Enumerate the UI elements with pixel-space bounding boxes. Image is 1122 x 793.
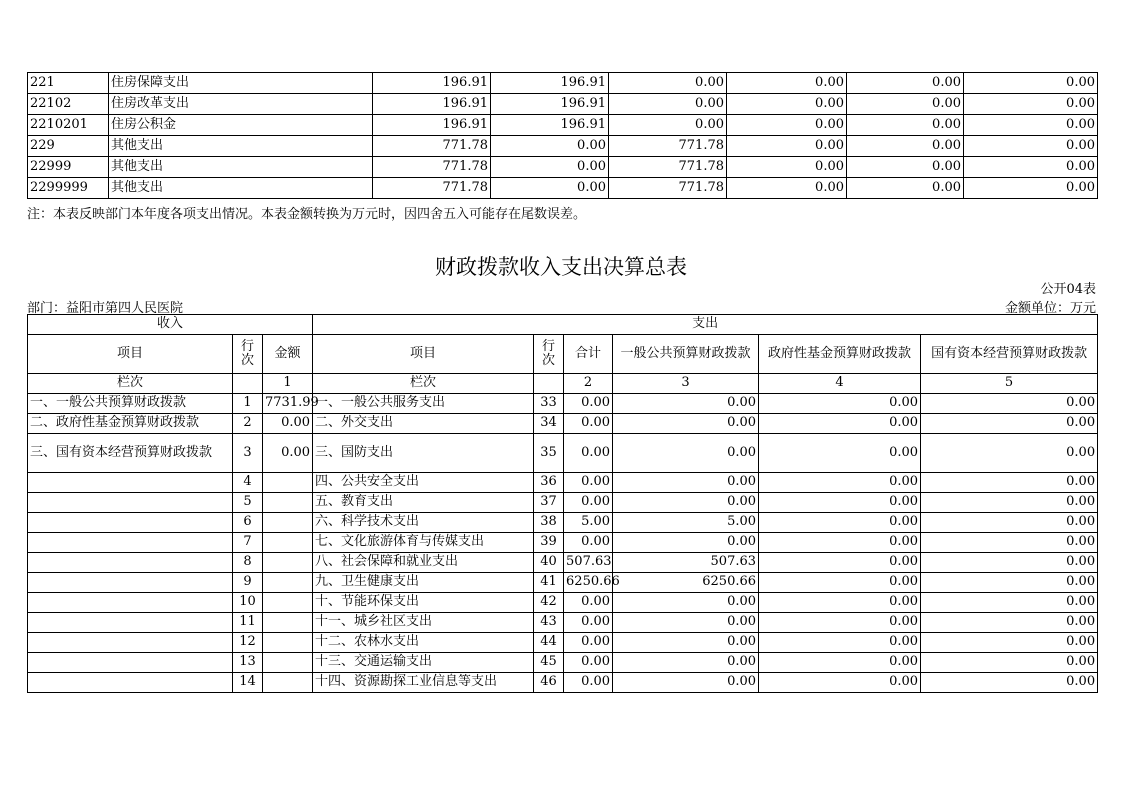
state-capital-amount: 0.00 <box>921 513 1098 533</box>
expense-line: 42 <box>534 593 564 613</box>
government-fund-amount: 0.00 <box>759 553 921 573</box>
income-item <box>28 653 233 673</box>
table-row <box>28 473 1098 493</box>
expense-line: 39 <box>534 533 564 553</box>
government-fund-amount: 0.00 <box>759 394 921 414</box>
income-amount <box>263 673 313 693</box>
expense-total: 507.63 <box>564 553 613 573</box>
expense-total: 5.00 <box>564 513 613 533</box>
expense-detail-table <box>27 72 1098 199</box>
row-code: 22102 <box>28 94 109 115</box>
row-value: 771.78 <box>609 178 727 199</box>
expense-item: 三、国防支出 <box>313 434 534 473</box>
expense-line: 40 <box>534 553 564 573</box>
state-capital-amount: 0.00 <box>921 673 1098 693</box>
row-name: 住房改革支出 <box>109 94 373 115</box>
income-item: 一、一般公共预算财政拨款 <box>28 394 233 414</box>
expense-line: 44 <box>534 633 564 653</box>
income-header: 收入 <box>28 315 313 335</box>
government-fund-amount: 0.00 <box>759 533 921 553</box>
income-item <box>28 573 233 593</box>
index-1: 1 <box>263 374 313 394</box>
general-budget-amount: 0.00 <box>613 593 759 613</box>
row-value: 0.00 <box>491 157 609 178</box>
expense-item: 一、一般公共服务支出 <box>313 394 534 414</box>
income-line: 10 <box>233 593 263 613</box>
total-header: 合计 <box>564 335 613 374</box>
expense-total: 0.00 <box>564 633 613 653</box>
income-line: 7 <box>233 533 263 553</box>
expense-item: 十二、农林水支出 <box>313 633 534 653</box>
income-amount <box>263 513 313 533</box>
expense-total: 0.00 <box>564 434 613 473</box>
expense-line: 46 <box>534 673 564 693</box>
income-line: 9 <box>233 573 263 593</box>
income-item <box>28 473 233 493</box>
government-fund-amount: 0.00 <box>759 593 921 613</box>
row-value: 0.00 <box>847 115 964 136</box>
government-fund-amount: 0.00 <box>759 513 921 533</box>
government-fund-amount: 0.00 <box>759 673 921 693</box>
table-row <box>28 94 1098 115</box>
row-value: 0.00 <box>491 178 609 199</box>
general-budget-amount: 0.00 <box>613 394 759 414</box>
income-amount <box>263 593 313 613</box>
government-fund-amount: 0.00 <box>759 653 921 673</box>
income-line: 6 <box>233 513 263 533</box>
department-label: 部门：益阳市第四人民医院 <box>27 301 184 316</box>
general-budget-amount: 0.00 <box>613 613 759 633</box>
expense-item: 二、外交支出 <box>313 414 534 434</box>
row-name: 其他支出 <box>109 136 373 157</box>
general-budget-amount: 5.00 <box>613 513 759 533</box>
general-budget-amount: 0.00 <box>613 434 759 473</box>
row-name: 住房保障支出 <box>109 73 373 94</box>
expense-total: 0.00 <box>564 653 613 673</box>
income-amount <box>263 633 313 653</box>
row-value: 0.00 <box>964 136 1098 157</box>
row-value: 771.78 <box>373 136 491 157</box>
expense-line: 33 <box>534 394 564 414</box>
row-name: 其他支出 <box>109 178 373 199</box>
expense-line: 37 <box>534 493 564 513</box>
income-item <box>28 533 233 553</box>
expense-total: 0.00 <box>564 593 613 613</box>
income-item <box>28 493 233 513</box>
expense-line-header: 行次 <box>534 335 564 374</box>
table-row <box>28 513 1098 533</box>
row-code: 229 <box>28 136 109 157</box>
expense-line: 34 <box>534 414 564 434</box>
row-value: 0.00 <box>491 136 609 157</box>
expense-item: 十、节能环保支出 <box>313 593 534 613</box>
expense-line: 41 <box>534 573 564 593</box>
income-amount <box>263 533 313 553</box>
income-line: 1 <box>233 394 263 414</box>
expense-total: 0.00 <box>564 613 613 633</box>
table-row <box>28 573 1098 593</box>
table-row <box>28 553 1098 573</box>
expense-item: 八、社会保障和就业支出 <box>313 553 534 573</box>
expense-header: 支出 <box>313 315 1098 335</box>
row-value: 0.00 <box>847 178 964 199</box>
row-value: 771.78 <box>609 136 727 157</box>
table-row <box>28 633 1098 653</box>
table-row <box>28 593 1098 613</box>
table-row <box>28 613 1098 633</box>
amount-unit-label: 金额单位：万元 <box>1004 301 1096 316</box>
expense-total: 0.00 <box>564 394 613 414</box>
fiscal-appropriation-table <box>27 314 1098 693</box>
expense-item: 十一、城乡社区支出 <box>313 613 534 633</box>
general-budget-amount: 0.00 <box>613 473 759 493</box>
row-value: 196.91 <box>373 94 491 115</box>
expense-line: 43 <box>534 613 564 633</box>
table-row <box>28 434 1098 473</box>
expense-item-header: 项目 <box>313 335 534 374</box>
state-capital-amount: 0.00 <box>921 473 1098 493</box>
row-value: 771.78 <box>373 157 491 178</box>
row-value: 196.91 <box>491 94 609 115</box>
row-value: 196.91 <box>491 115 609 136</box>
income-line: 3 <box>233 434 263 473</box>
expense-detail-body <box>28 73 1098 199</box>
state-capital-amount: 0.00 <box>921 533 1098 553</box>
state-capital-amount: 0.00 <box>921 394 1098 414</box>
row-value: 0.00 <box>727 157 847 178</box>
table-row <box>28 414 1098 434</box>
table-note: 注：本表反映部门本年度各项支出情况。本表金额转换为万元时，因四舍五入可能存在尾数误差。 <box>27 207 587 222</box>
income-amount <box>263 553 313 573</box>
index-2: 2 <box>564 374 613 394</box>
general-budget-amount: 6250.66 <box>613 573 759 593</box>
state-capital-amount: 0.00 <box>921 434 1098 473</box>
row-name: 住房公积金 <box>109 115 373 136</box>
table-row <box>28 493 1098 513</box>
income-amount <box>263 473 313 493</box>
index-empty <box>534 374 564 394</box>
expense-total: 0.00 <box>564 414 613 434</box>
row-value: 0.00 <box>609 73 727 94</box>
income-line: 2 <box>233 414 263 434</box>
expense-total: 0.00 <box>564 673 613 693</box>
row-value: 196.91 <box>373 73 491 94</box>
expense-item: 五、教育支出 <box>313 493 534 513</box>
state-capital-amount: 0.00 <box>921 553 1098 573</box>
expense-item: 九、卫生健康支出 <box>313 573 534 593</box>
index-4: 4 <box>759 374 921 394</box>
row-value: 771.78 <box>609 157 727 178</box>
row-value: 0.00 <box>727 178 847 199</box>
table-row <box>28 653 1098 673</box>
government-fund-amount: 0.00 <box>759 434 921 473</box>
income-line-header: 行次 <box>233 335 263 374</box>
index-label-income: 栏次 <box>28 374 233 394</box>
index-3: 3 <box>613 374 759 394</box>
index-5: 5 <box>921 374 1098 394</box>
expense-total: 0.00 <box>564 533 613 553</box>
table-row <box>28 136 1098 157</box>
row-value: 0.00 <box>964 94 1098 115</box>
government-fund-amount: 0.00 <box>759 493 921 513</box>
income-line: 8 <box>233 553 263 573</box>
income-amount <box>263 573 313 593</box>
income-amount: 0.00 <box>263 414 313 434</box>
row-code: 221 <box>28 73 109 94</box>
row-value: 0.00 <box>964 157 1098 178</box>
government-fund-amount: 0.00 <box>759 414 921 434</box>
income-item-header: 项目 <box>28 335 233 374</box>
income-amount <box>263 493 313 513</box>
income-item <box>28 613 233 633</box>
section-header-row <box>28 315 1098 335</box>
row-value: 0.00 <box>609 94 727 115</box>
row-value: 0.00 <box>609 115 727 136</box>
state-capital-amount: 0.00 <box>921 414 1098 434</box>
table-row <box>28 533 1098 553</box>
table-row <box>28 73 1098 94</box>
income-line: 12 <box>233 633 263 653</box>
state-capital-amount: 0.00 <box>921 593 1098 613</box>
row-value: 196.91 <box>491 73 609 94</box>
general-budget-amount: 0.00 <box>613 673 759 693</box>
income-item: 三、国有资本经营预算财政拨款 <box>28 434 233 473</box>
column-index-row <box>28 374 1098 394</box>
expense-line: 38 <box>534 513 564 533</box>
row-value: 771.78 <box>373 178 491 199</box>
fiscal-appropriation-body <box>28 315 1098 693</box>
expense-line: 35 <box>534 434 564 473</box>
government-fund-amount: 0.00 <box>759 613 921 633</box>
general-budget-amount: 0.00 <box>613 493 759 513</box>
state-capital-amount: 0.00 <box>921 493 1098 513</box>
income-amount: 7731.99 <box>263 394 313 414</box>
general-budget-amount: 507.63 <box>613 553 759 573</box>
row-value: 0.00 <box>727 94 847 115</box>
row-value: 0.00 <box>727 73 847 94</box>
income-item <box>28 513 233 533</box>
income-line: 14 <box>233 673 263 693</box>
row-value: 0.00 <box>964 73 1098 94</box>
index-empty <box>233 374 263 394</box>
government-fund-amount: 0.00 <box>759 633 921 653</box>
state-capital-amount: 0.00 <box>921 653 1098 673</box>
income-line: 4 <box>233 473 263 493</box>
government-fund-header: 政府性基金预算财政拨款 <box>759 335 921 374</box>
row-value: 0.00 <box>847 73 964 94</box>
report-title: 财政拨款收入支出决算总表 <box>435 255 687 279</box>
government-fund-amount: 0.00 <box>759 573 921 593</box>
income-line: 13 <box>233 653 263 673</box>
general-budget-amount: 0.00 <box>613 653 759 673</box>
income-item <box>28 633 233 653</box>
expense-line: 36 <box>534 473 564 493</box>
table-row <box>28 673 1098 693</box>
row-value: 0.00 <box>964 178 1098 199</box>
expense-total: 0.00 <box>564 473 613 493</box>
income-amount: 0.00 <box>263 434 313 473</box>
state-capital-header: 国有资本经营预算财政拨款 <box>921 335 1098 374</box>
table-row <box>28 157 1098 178</box>
row-value: 0.00 <box>964 115 1098 136</box>
income-amount-header: 金额 <box>263 335 313 374</box>
expense-total: 0.00 <box>564 493 613 513</box>
row-code: 2210201 <box>28 115 109 136</box>
expense-item: 七、文化旅游体育与传媒支出 <box>313 533 534 553</box>
income-line: 5 <box>233 493 263 513</box>
general-budget-header: 一般公共预算财政拨款 <box>613 335 759 374</box>
expense-line: 45 <box>534 653 564 673</box>
row-code: 2299999 <box>28 178 109 199</box>
expense-total: 6250.66 <box>564 573 613 593</box>
state-capital-amount: 0.00 <box>921 613 1098 633</box>
general-budget-amount: 0.00 <box>613 533 759 553</box>
row-code: 22999 <box>28 157 109 178</box>
income-amount <box>263 613 313 633</box>
expense-item: 十三、交通运输支出 <box>313 653 534 673</box>
row-value: 0.00 <box>847 136 964 157</box>
table-row <box>28 394 1098 414</box>
general-budget-amount: 0.00 <box>613 633 759 653</box>
income-amount <box>263 653 313 673</box>
expense-item: 六、科学技术支出 <box>313 513 534 533</box>
state-capital-amount: 0.00 <box>921 633 1098 653</box>
income-line: 11 <box>233 613 263 633</box>
table-row <box>28 178 1098 199</box>
expense-item: 十四、资源勘探工业信息等支出 <box>313 673 534 693</box>
index-label-expense: 栏次 <box>313 374 534 394</box>
row-value: 0.00 <box>847 94 964 115</box>
income-item: 二、政府性基金预算财政拨款 <box>28 414 233 434</box>
table-row <box>28 115 1098 136</box>
form-number: 公开04表 <box>1040 282 1096 297</box>
row-value: 0.00 <box>727 115 847 136</box>
government-fund-amount: 0.00 <box>759 473 921 493</box>
income-item <box>28 553 233 573</box>
general-budget-amount: 0.00 <box>613 414 759 434</box>
row-value: 0.00 <box>847 157 964 178</box>
income-item <box>28 593 233 613</box>
income-item <box>28 673 233 693</box>
row-value: 0.00 <box>727 136 847 157</box>
row-name: 其他支出 <box>109 157 373 178</box>
row-value: 196.91 <box>373 115 491 136</box>
state-capital-amount: 0.00 <box>921 573 1098 593</box>
column-header-row <box>28 335 1098 374</box>
expense-item: 四、公共安全支出 <box>313 473 534 493</box>
